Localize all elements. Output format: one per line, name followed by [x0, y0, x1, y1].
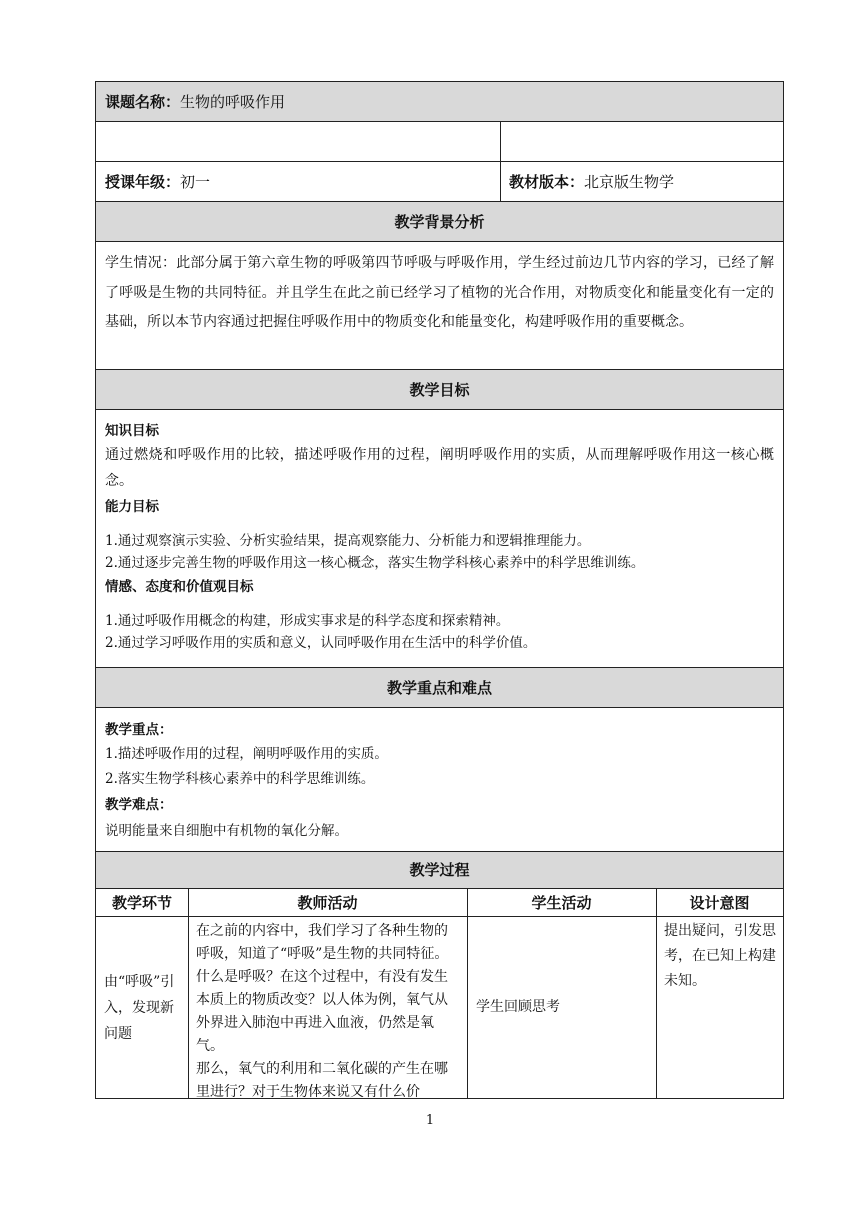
- objectives-heading-row: [95, 369, 784, 410]
- ability-item-2: 2.通过逐步完善生物的呼吸作用这一核心概念，落实生物学科核心素养中的科学思维训练。: [105, 555, 645, 571]
- course-label: 课题名称：: [105, 93, 181, 111]
- teacher-activity-cell: [196, 920, 461, 1098]
- teacher-activity-p2: 那么，氧气的利用和二氧化碳的产生在哪里进行？对于生物体来说又有什么价: [196, 1061, 448, 1100]
- objectives-heading: 教学目标: [409, 381, 470, 399]
- column-divider: [188, 917, 189, 1098]
- process-heading-row: [95, 851, 784, 889]
- column-divider: [467, 917, 468, 1098]
- intent-cell: [664, 919, 782, 1098]
- background-heading: 教学背景分析: [394, 213, 485, 231]
- column-divider: [656, 917, 657, 1098]
- student-activity-cell: [476, 917, 652, 1098]
- emotion-title: 情感、态度和价值观目标: [105, 579, 254, 595]
- grade-textbook-row: [95, 161, 784, 202]
- keypoints-heading-row: [95, 667, 784, 708]
- knowledge-text: 通过燃烧和呼吸作用的比较，描述呼吸作用的过程，阐明呼吸作用的实质，从而理解呼吸作用这一核心概念。: [105, 447, 774, 489]
- grade-cell: [105, 162, 500, 201]
- column-divider: [500, 162, 501, 201]
- focus-item-2: 2.落实生物学科核心素养中的科学思维训练。: [105, 771, 375, 787]
- textbook-cell: [509, 162, 777, 201]
- emotion-item-2: 2.通过学习呼吸作用的实质和意义，认同呼吸作用在生活中的科学价值。: [105, 635, 537, 651]
- course-value: 生物的呼吸作用: [180, 93, 286, 111]
- page-number: 1: [425, 1113, 435, 1128]
- column-header-intent: 设计意图: [689, 894, 750, 912]
- focus-title: 教学重点：: [105, 722, 173, 738]
- column-header-teacher: 教师活动: [297, 894, 358, 912]
- course-title-row: [95, 81, 784, 122]
- ability-item-1: 1.通过观察演示实验、分析实验结果，提高观察能力、分析能力和逻辑推理能力。: [105, 533, 591, 549]
- keypoints-row: [95, 707, 784, 852]
- grade-label: 授课年级：: [105, 173, 181, 191]
- objectives-row: [95, 409, 784, 668]
- textbook-value: 北京版生物学: [584, 173, 675, 191]
- process-heading: 教学过程: [409, 861, 470, 879]
- keypoints-content: [105, 718, 774, 851]
- ability-title: 能力目标: [105, 499, 159, 515]
- column-divider: [500, 122, 501, 161]
- blank-row: [95, 121, 784, 162]
- process-row: [95, 916, 784, 1099]
- column-header-stage: 教学环节: [111, 894, 172, 912]
- grade-value: 初一: [180, 173, 211, 191]
- intent-text: 提出疑问，引发思考，在已知上构建未知。: [664, 923, 776, 989]
- column-header-student: 学生活动: [531, 894, 592, 912]
- stage-text: 由“呼吸”引入，发现新问题: [104, 973, 175, 1042]
- textbook-label: 教材版本：: [509, 173, 585, 191]
- emotion-item-1: 1.通过呼吸作用概念的构建，形成实事求是的科学态度和探索精神。: [105, 613, 510, 629]
- difficulty-text: 说明能量来自细胞中有机物的氧化分解。: [105, 823, 348, 839]
- objectives-content: [105, 420, 774, 667]
- student-activity-text: 学生回顾思考: [476, 999, 560, 1015]
- background-text: 学生情况：此部分属于第六章生物的呼吸第四节呼吸与呼吸作用，学生经过前边几节内容的学习，已经了解了呼吸是生物的共同特征。并且学生在此之前已经学习了植物的光合作用，对物质变化和能量变化有一定的基础，所以本节内容通过把握住呼吸作用中的物质变化和能量变化，构建呼吸作用的重要概念。: [105, 255, 774, 330]
- stage-cell: [104, 917, 182, 1098]
- background-heading-row: [95, 201, 784, 242]
- focus-item-1: 1.描述呼吸作用的过程，阐明呼吸作用的实质。: [105, 746, 388, 762]
- process-columns-row: [95, 888, 784, 917]
- keypoints-heading: 教学重点和难点: [386, 679, 492, 697]
- knowledge-title: 知识目标: [105, 423, 159, 439]
- difficulty-title: 教学难点：: [105, 797, 173, 813]
- course-title: [105, 82, 774, 121]
- background-row: [95, 241, 784, 370]
- teacher-activity-p1: 在之前的内容中，我们学习了各种生物的呼吸，知道了“呼吸”是生物的共同特征。什么是呼吸？在这个过程中，有没有发生本质上的物质改变？以人体为例，氧气从外界进入肺泡中再进入血液，仍然是氧气。: [196, 923, 449, 1054]
